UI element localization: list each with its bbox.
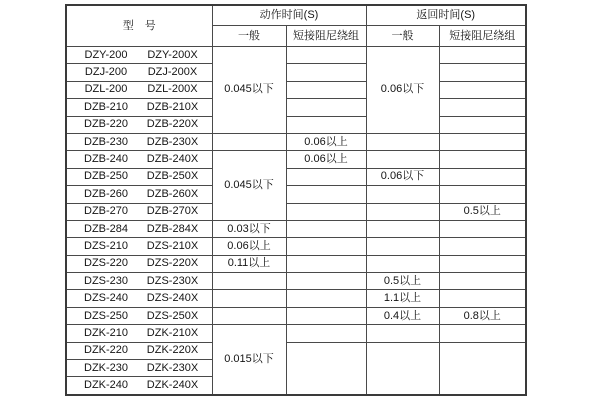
cell-model — [66, 255, 212, 272]
cell-return-general — [366, 220, 439, 237]
model-name: DZS-210X — [146, 239, 199, 252]
model-name: DZJ-200X — [147, 66, 198, 79]
cell-action-general — [212, 290, 286, 307]
cell-return-damping — [439, 325, 526, 342]
cell-action-damping — [286, 325, 366, 342]
table-row — [66, 64, 526, 81]
cell-model — [66, 377, 212, 395]
cell-return-damping — [439, 99, 526, 116]
model-name: DZS-220 — [84, 257, 129, 270]
cell-return-general — [366, 151, 439, 168]
cell-action-damping — [286, 220, 366, 237]
model-name: DZJ-200 — [84, 66, 128, 79]
model-name: DZB-240 — [84, 153, 129, 166]
table-row — [66, 342, 526, 359]
cell-model — [66, 99, 212, 116]
table-row — [66, 133, 526, 150]
model-name: DZB-250X — [146, 170, 199, 183]
model-name: DZB-270 — [84, 205, 129, 218]
cell-return-general — [366, 238, 439, 255]
cell-action-damping — [286, 47, 366, 64]
cell-model — [66, 47, 212, 64]
model-name: DZY-200 — [84, 48, 128, 61]
cell-return-general — [366, 186, 439, 203]
cell-model — [66, 168, 212, 185]
cell-model — [66, 307, 212, 324]
model-name: DZK-210X — [146, 326, 199, 339]
cell-action-damping — [286, 99, 366, 116]
cell-return-damping — [439, 290, 526, 307]
model-name: DZK-220X — [146, 344, 199, 357]
cell-return-damping — [439, 133, 526, 150]
cell-action-damping — [286, 64, 366, 81]
model-name: DZB-260X — [146, 187, 199, 200]
model-name: DZK-240 — [84, 379, 129, 392]
header-row-groups — [66, 5, 526, 26]
table-row — [66, 116, 526, 133]
cell-return-damping — [439, 238, 526, 255]
cell-action-damping — [286, 342, 366, 395]
header-return-general: 一般 — [366, 26, 439, 47]
model-name: DZS-220X — [146, 257, 199, 270]
table-row — [66, 151, 526, 168]
model-name: DZS-250X — [146, 309, 199, 322]
cell-return-general: 1.1以上 — [366, 290, 439, 307]
header-action-time: 动作时间(S) — [212, 5, 366, 26]
table-row — [66, 238, 526, 255]
cell-return-damping — [439, 81, 526, 98]
header-action-general: 一般 — [212, 26, 286, 47]
cell-return-damping — [439, 220, 526, 237]
cell-return-general — [366, 255, 439, 272]
cell-return-general: 0.06以下 — [366, 168, 439, 185]
cell-model — [66, 203, 212, 220]
model-name: DZS-240 — [84, 292, 129, 305]
cell-return-damping — [439, 47, 526, 64]
model-name: DZK-240X — [146, 379, 199, 392]
table-row — [66, 290, 526, 307]
cell-return-damping — [439, 168, 526, 185]
cell-action-damping — [286, 255, 366, 272]
header-model: 型 号 — [66, 5, 212, 47]
cell-action-general — [212, 133, 286, 150]
model-name: DZL-200X — [147, 83, 198, 96]
cell-return-damping — [439, 64, 526, 81]
table-body — [66, 47, 526, 395]
model-name: DZS-250 — [84, 309, 129, 322]
cell-action-damping — [286, 203, 366, 220]
cell-action-general: 0.11以上 — [212, 255, 286, 272]
cell-action-damping — [286, 81, 366, 98]
model-name: DZB-210 — [84, 100, 129, 113]
model-name: DZY-200X — [147, 48, 198, 61]
table-row — [66, 99, 526, 116]
model-name: DZB-284X — [146, 222, 199, 235]
cell-action-damping — [286, 186, 366, 203]
cell-return-damping: 0.5以上 — [439, 203, 526, 220]
cell-model — [66, 290, 212, 307]
model-name: DZS-240X — [146, 292, 199, 305]
table-row — [66, 325, 526, 342]
model-name: DZB-220 — [84, 118, 129, 131]
cell-action-damping — [286, 168, 366, 185]
cell-model — [66, 360, 212, 377]
cell-action-general — [212, 307, 286, 324]
cell-model — [66, 81, 212, 98]
cell-return-general — [366, 325, 439, 342]
cell-model — [66, 325, 212, 342]
cell-action-damping — [286, 290, 366, 307]
cell-return-general: 0.4以上 — [366, 307, 439, 324]
cell-return-damping — [439, 186, 526, 203]
model-name: DZS-230X — [146, 274, 199, 287]
cell-model — [66, 220, 212, 237]
model-name: DZB-230X — [146, 135, 199, 148]
model-name: DZB-250 — [84, 170, 129, 183]
model-name: DZB-260 — [84, 187, 129, 200]
cell-model — [66, 151, 212, 168]
cell-action-general — [212, 273, 286, 290]
cell-model — [66, 133, 212, 150]
cell-return-general: 0.5以上 — [366, 273, 439, 290]
table-row — [66, 307, 526, 324]
table-row — [66, 273, 526, 290]
cell-return-damping: 0.8以上 — [439, 307, 526, 324]
model-name: DZK-230X — [146, 361, 199, 374]
cell-return-general — [366, 342, 439, 395]
model-name: DZB-210X — [146, 100, 199, 113]
cell-return-damping — [439, 255, 526, 272]
table-row — [66, 255, 526, 272]
cell-action-damping — [286, 273, 366, 290]
cell-action-damping — [286, 307, 366, 324]
cell-model — [66, 273, 212, 290]
model-name: DZB-284 — [84, 222, 129, 235]
cell-action-general: 0.045以下 — [212, 47, 286, 134]
cell-return-damping — [439, 151, 526, 168]
table-row — [66, 203, 526, 220]
cell-model — [66, 342, 212, 359]
model-name: DZK-210 — [84, 326, 129, 339]
model-name: DZB-270X — [146, 205, 199, 218]
model-name: DZL-200 — [84, 83, 128, 96]
model-name: DZB-230 — [84, 135, 129, 148]
cell-model — [66, 238, 212, 255]
cell-model — [66, 186, 212, 203]
cell-action-damping — [286, 116, 366, 133]
table-row — [66, 47, 526, 64]
relay-spec-table — [65, 4, 527, 396]
cell-model — [66, 116, 212, 133]
cell-action-general: 0.03以下 — [212, 220, 286, 237]
model-name: DZB-240X — [146, 153, 199, 166]
cell-action-general: 0.045以下 — [212, 151, 286, 221]
cell-model — [66, 64, 212, 81]
header-return-damping: 短接阻尼绕组 — [439, 26, 526, 47]
header-action-damping: 短接阻尼绕组 — [286, 26, 366, 47]
cell-return-damping — [439, 342, 526, 395]
header-return-time: 返回时间(S) — [366, 5, 526, 26]
model-name: DZS-210 — [84, 239, 129, 252]
table-row — [66, 168, 526, 185]
model-name: DZB-220X — [146, 118, 199, 131]
model-name: DZK-220 — [84, 344, 129, 357]
cell-return-general — [366, 203, 439, 220]
cell-action-general: 0.015以下 — [212, 325, 286, 395]
cell-return-general — [366, 133, 439, 150]
model-name: DZK-230 — [84, 361, 129, 374]
table-row — [66, 186, 526, 203]
table-row — [66, 220, 526, 237]
cell-action-damping — [286, 238, 366, 255]
cell-action-damping: 0.06以上 — [286, 151, 366, 168]
cell-action-damping: 0.06以上 — [286, 133, 366, 150]
table-row — [66, 81, 526, 98]
model-name: DZS-230 — [84, 274, 129, 287]
cell-return-damping — [439, 273, 526, 290]
cell-action-general: 0.06以上 — [212, 238, 286, 255]
cell-return-general: 0.06以下 — [366, 47, 439, 134]
table-header — [66, 5, 526, 47]
cell-return-damping — [439, 116, 526, 133]
